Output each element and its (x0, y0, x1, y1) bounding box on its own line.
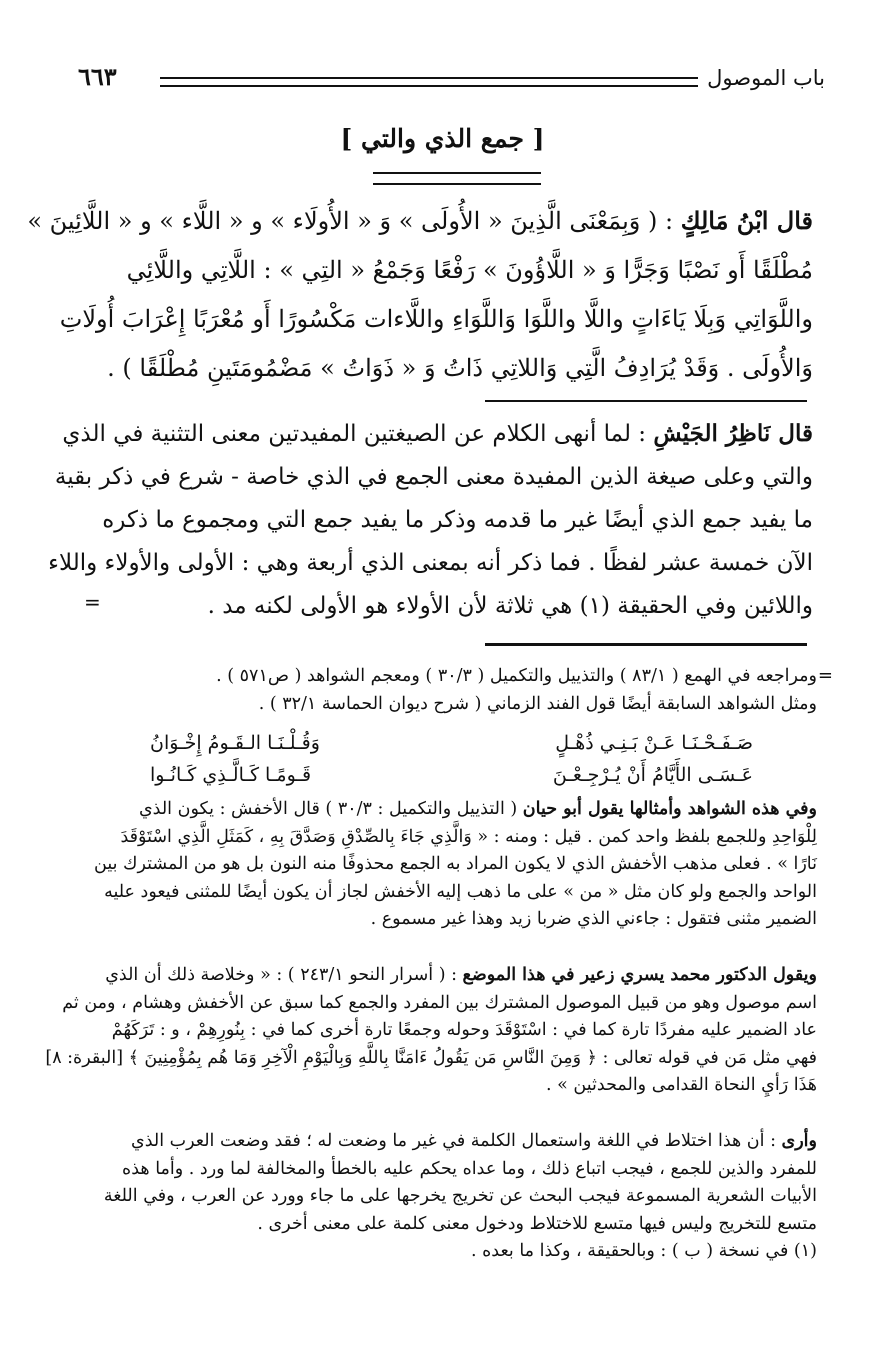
section-title: [ جمع الذي والتي ] (340, 124, 545, 153)
footnote-separator-rule (485, 643, 807, 646)
matn-separator-rule (485, 400, 807, 402)
sharh-block (48, 412, 813, 628)
footnote-line-1: ومراجعه في الهمع ( ٨٣/١ ) والتذييل والتكميل ( ٣٠/٣ ) ومعجم الشواهد ( ص٥٧١ ) . (216, 666, 817, 686)
opinion-label: وأرى (781, 1131, 817, 1151)
verse-2-second-hemistich: قَـومًـا كَـالَّـذِي كَـانُـوا (150, 764, 312, 786)
sharh-line-4: الآن خمسة عشر لفظًا . فما ذكر أنه بمعنى الذي أربعة وهي : الأولى والأولاء واللاء (48, 550, 813, 576)
matn-line-4: وَالأُولَى . وَقَدْ يُرَادِفُ الَّتِي وَاللاتِي ذَاتُ وَ « ذَوَاتُ » مَضْمُومَتَينِ مُطْلَقًا ) . (107, 354, 813, 382)
abu-hayyan-label: وفي هذه الشواهد وأمثالها يقول أبو حيان (522, 799, 817, 819)
matn-line-2: مُطْلَقًا أَو نَصْبًا وَجَرًّا وَ « اللَّاؤُونَ » رَفْعًا وَجَمْعُ « التِي » : اللَّاتِي واللَّائِي (126, 256, 813, 284)
footnote-note-1: (١) في نسخة ( ب ) : وبالحقيقة ، وكذا ما بعده . (470, 1241, 817, 1261)
running-title: باب الموصول (707, 66, 825, 90)
footnote-continuation-mark: = (817, 665, 833, 686)
matn-block (27, 196, 813, 393)
sharh-author-label: قال نَاظِرُ الجَيْشِ (653, 420, 813, 447)
sharh-line-5: واللائين وفي الحقيقة (١) هي ثلاثة لأن الأولاء هو الأولى لكنه مد . (207, 593, 813, 619)
zaayr-label: ويقول الدكتور محمد يسري زعير في هذا الموضع (462, 965, 817, 985)
sharh-line-3: ما يفيد جمع الذي أيضًا غير ما قدمه وذكر ما يفيد جمع التي ومجموع ما ذكره (102, 507, 813, 533)
page-number: ٦٦٣ (78, 62, 117, 91)
footnote-intro (72, 663, 817, 718)
matn-line-3: واللَّوَاتِي وَبِلَا يَاءَاتٍ واللَّا واللَّوَا وَاللَّوَاءِ واللَّاءات مَكْسُورًا أَو مُعْرَبًا إِعْرَابَ أُولَاتِ (59, 305, 813, 333)
sharh-line-2: والتي وعلى صيغة الذين المفيدة معنى الجمع في الذي خاصة - شرع في ذكر بقية (54, 464, 813, 490)
footnote-zaayr: ويقول الدكتور محمد يسري زعير في هذا الموضع : ( أسرار النحو ٢٤٣/١ ) : « وخلاصة ذلك أن الذي اسم موصول وهو من قبيل الموصول المشترك بين المفرد والجمع كما سبق عن الأخفش وهشام ، ومن ثم عاد الضمير عليه مفردًا تارة كما في : اسْتَوْقَدَ وحوله وجمعًا تارة أخرى كما في : بِنُورِهِمْ ، و : تَرَكَهُمْ فهي مثل مَن في قوله تعالى : ﴿ وَمِنَ النَّاسِ مَن يَقُولُ ءَامَنَّا بِاللَّهِ وَبِالْيَوْمِ الْآخِرِ وَمَا هُم بِمُؤْمِنِينَ ﴾ [البقرة: ٨] هَذَا رَأيِ النحاة القدامى والمحدثين » . (45, 965, 817, 1095)
verse-1-second-hemistich: وَقُـلْـنَـا الـقَـومُ إِخْـوَانُ (150, 732, 320, 754)
verse-2-first-hemistich: عَـسَـى الأَيَّامُ أَنْ يُـرْجِـعْـنَ (552, 764, 753, 786)
footnote-opinion: وأرى : أن هذا اختلاط في اللغة واستعمال الكلمة في غير ما وضعت له ؛ فقد وضعت العرب الذي للمفرد والذين للجمع ، فيجب اتباع ذلك ، وما عداه يحكم عليه بالخطأ والمخالفة لما ورد . وأما هذه الأبيات الشعرية المسموعة فيجب البحث عن تخريج يخرجها على ما جاء وورد عن العرب ، وفي اللغة متسع للتخريج وليس فيها متسع للاختلاط ودخول معنى كلمة على معنى أخرى . (103, 1131, 817, 1234)
sharh-continuation-mark: = (84, 590, 101, 614)
section-title-rule (373, 172, 541, 185)
matn-author-label: قال ابْنُ مَالِكٍ (680, 206, 813, 235)
matn-line-1: قال ابْنُ مَالِكٍ : ( وَبِمَعْنَى الَّذِينَ « الأُولَى » وَ « الأُولَاء » و « اللَّاء » و « اللَّائِينَ » (27, 206, 813, 235)
footnote-line-2: ومثل الشواهد السابقة أيضًا قول الفند الزماني ( شرح ديوان الحماسة ٣٢/١ ) . (258, 693, 817, 714)
footnote-abu-hayyan: وفي هذه الشواهد وأمثالها يقول أبو حيان ( التذييل والتكميل : ٣٠/٣ ) قال الأخفش : يكون الذي لِلْوَاحِدِ وللجمع بلفظ واحد كمن . قيل : ومنه : « وَالَّذِي جَاءَ بِالصِّدْقِ وَصَدَّقَ بِهِ ، كَمَثَلِ الَّذِي اسْتَوْقَدَ نَارًا » . فعلى مذهب الأخفش الذي لا يكون المراد به الجمع محذوفًا منه النون بل هو من المشترك بين الواحد والجمع ولو كان مثل « من » على ما ذهب إليه الأخفش لجاز أن يكون أيضًا للمثنى فيعود عليه الضمير مثنى فتقول : جاءني الذي ضربا زيد وهذا غير مسموع . (94, 799, 817, 929)
sharh-line-1: قال نَاظِرُ الجَيْشِ : لما أنهى الكلام عن الصيغتين المفيدتين معنى التثنية في الذي (62, 420, 813, 447)
header-rule (160, 77, 698, 87)
verse-1-first-hemistich: صَـفَـحْـنَـا عَـنْ بَـنِـي ذُهْـلٍ (555, 732, 753, 754)
